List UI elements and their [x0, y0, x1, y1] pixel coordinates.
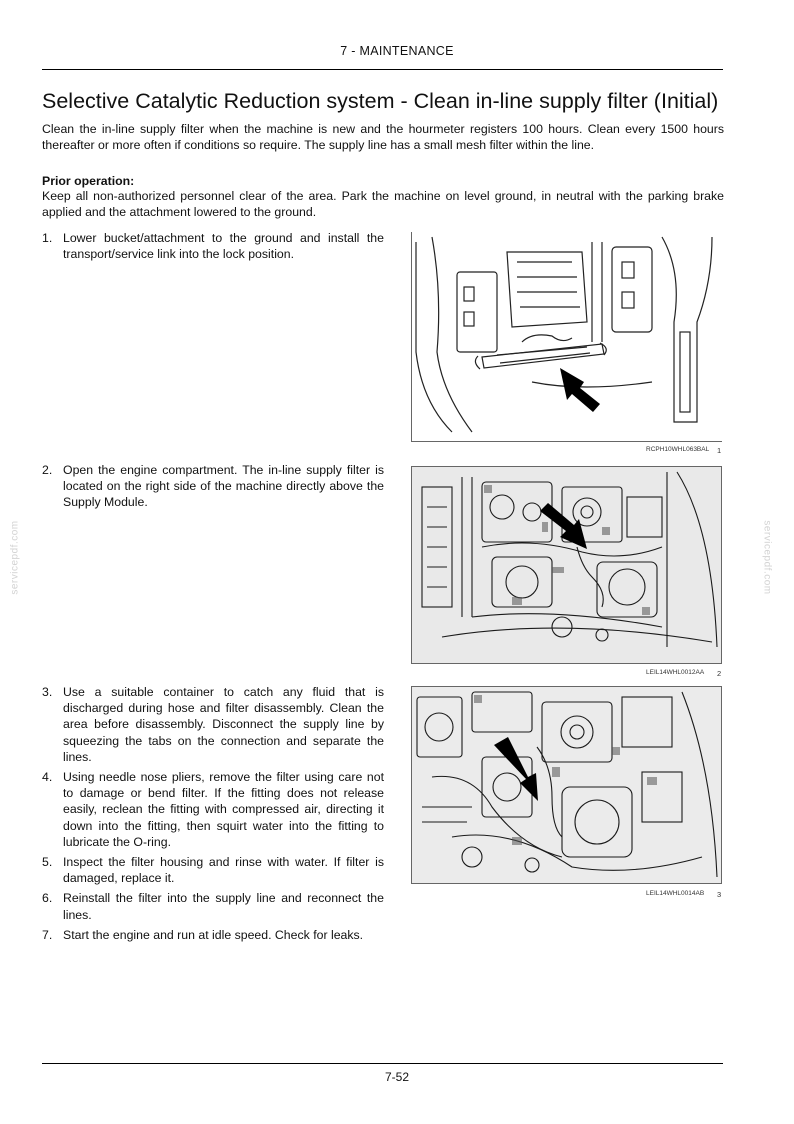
- step-text: Use a suitable container to catch any fluid that is discharged during hose and filter disassembly. Clean the area before disassembly. Disconnect the supply line by squeezing the tabs on the connection and separate the lines.: [63, 685, 384, 764]
- step-number: 6.: [42, 891, 53, 906]
- header-divider: [42, 69, 723, 70]
- step-item: [42, 684, 384, 765]
- figure-1-arrow: [560, 368, 600, 412]
- step-item: [42, 854, 384, 886]
- watermark-right: servicepdf.com: [761, 520, 773, 595]
- figure-2-code: LEIL14WHL0012AA: [646, 669, 705, 676]
- step-text: Start the engine and run at idle speed. Check for leaks.: [63, 927, 364, 942]
- step-number: 1.: [42, 231, 53, 245]
- step-text: Lower bucket/attachment to the ground and install the transport/service link into the lock position.: [63, 231, 384, 262]
- intro-paragraph: Clean the in-line supply filter when the machine is new and the hourmeter registers 100 hours. Clean every 1500 hours thereafter or more often if conditions so require. The supply line has a small mesh filter within the line.: [42, 122, 724, 152]
- figure-3-number: 3: [717, 890, 722, 899]
- watermark-left: servicepdf.com: [9, 520, 21, 595]
- section-header: 7 - MAINTENANCE: [340, 44, 454, 58]
- prior-operation-text: Keep all non-authorized personnel clear of the area. Park the machine on level ground, in neutral with the parking brake applied and the attachment lowered to the ground.: [42, 189, 724, 219]
- step-number: 5.: [42, 855, 53, 870]
- step-number: 7.: [42, 927, 53, 942]
- figure-1-number: 1: [717, 446, 722, 455]
- step-item: [42, 462, 384, 511]
- figure-3-illustration: [412, 687, 722, 884]
- figure-3-supply-filter: [411, 686, 722, 884]
- step-item: [42, 927, 384, 943]
- step-item: [42, 769, 384, 850]
- step-list-1: [42, 230, 384, 262]
- footer-divider: [42, 1063, 723, 1064]
- step-item: [42, 890, 384, 922]
- step-number: 3.: [42, 685, 53, 699]
- figure-2-number: 2: [717, 669, 722, 678]
- figure-1-transport-link: [411, 232, 722, 442]
- step-number: 2.: [42, 463, 53, 477]
- step-list-2: [42, 462, 384, 511]
- figure-1-illustration: [412, 232, 722, 442]
- figure-2-engine-compartment: [411, 466, 722, 664]
- step-item: [42, 230, 384, 262]
- figure-2-illustration: [412, 467, 722, 664]
- prior-operation-heading: Prior operation:: [42, 174, 135, 188]
- step-text: Using needle nose pliers, remove the filter using care not to damage or bend filter. If the fitting does not release easily, reclean the fitting with compressed air, directing it down into the fitting, then squirt water into the fitting to lubricate the O-ring.: [63, 770, 384, 849]
- page-title: Selective Catalytic Reduction system - Clean in-line supply filter (Initial): [42, 89, 719, 113]
- step-list-3: [42, 684, 384, 943]
- figure-3-code: LEIL14WHL0014AB: [646, 890, 705, 897]
- step-text: Inspect the filter housing and rinse with water. If filter is damaged, replace it.: [63, 855, 384, 886]
- page-number: 7-52: [384, 1070, 410, 1084]
- step-number: 4.: [42, 770, 53, 785]
- figure-1-code: RCPH10WHL063BAL: [646, 446, 710, 453]
- step-text: Reinstall the filter into the supply line and reconnect the lines.: [63, 891, 384, 922]
- step-text: Open the engine compartment. The in-line supply filter is located on the right side of the machine directly above the Supply Module.: [63, 463, 384, 510]
